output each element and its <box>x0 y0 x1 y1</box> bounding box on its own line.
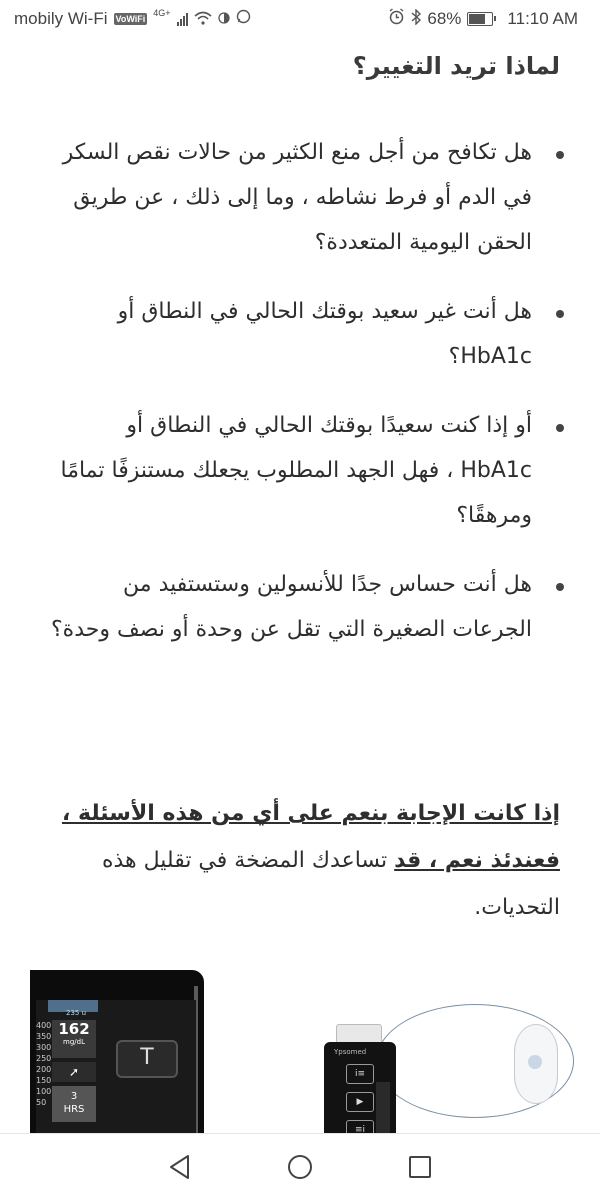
whatsapp-icon <box>236 9 251 29</box>
question-list <box>48 130 568 676</box>
list-item <box>48 289 568 379</box>
glucose-scale: 400 350 300 250 200 150 100 50 <box>36 1021 52 1107</box>
trend-arrow-icon: ➚ <box>52 1062 96 1082</box>
hours-selector: 3 HRS <box>52 1086 96 1122</box>
question-text: هل أنت غير سعيد بوقتك الحالي في النطاق أو HbA1c؟ <box>117 299 532 369</box>
alarm-icon <box>388 8 405 30</box>
pump-screen <box>36 1000 196 1133</box>
question-text: أو إذا كنت سعيدًا بوقتك الحالي في النطاق أو HbA1c ، فهل الجهد المطلوب يجعلك مستنزفًا تمامًا ومرهقًا؟ <box>60 413 532 528</box>
vowifi-badge: VoWiFi <box>115 14 146 24</box>
bullet-icon <box>556 151 564 159</box>
pump-button-3: ≡i <box>346 1120 374 1133</box>
bullet-icon <box>556 583 564 591</box>
status-bar <box>0 0 600 38</box>
wifi-icon <box>194 11 212 28</box>
navigation-bar <box>0 1133 600 1200</box>
infusion-set-icon <box>514 1024 558 1104</box>
back-button[interactable] <box>160 1147 200 1187</box>
insulin-on-board-bar: 235 u <box>48 1000 98 1012</box>
home-icon <box>286 1153 314 1181</box>
list-item <box>48 130 568 265</box>
pump-body <box>324 1042 396 1133</box>
question-text: هل تكافح من أجل منع الكثير من حالات نقص السكر في الدم أو فرط نشاطه ، وما إلى ذلك ، عن طريق الحقن اليومية المتعددة؟ <box>62 140 532 255</box>
status-right <box>388 8 578 30</box>
status-left <box>14 9 251 29</box>
t-logo-button: T <box>116 1040 178 1078</box>
signal-icon <box>177 13 188 26</box>
back-icon <box>168 1154 192 1180</box>
pump-display <box>376 1082 390 1133</box>
battery-percent: 68% <box>427 9 462 28</box>
list-item <box>48 403 568 538</box>
conclusion-emphasis: إذا كانت الإجابة بنعم على أي من هذه الأسئلة ، فعندئذ نعم ، قد <box>61 801 560 873</box>
pump-button-1: i≡ <box>346 1064 374 1084</box>
bluetooth-icon <box>411 9 421 30</box>
bullet-icon <box>556 310 564 318</box>
question-text: هل أنت حساس جدًا للأنسولين وستستفيد من الجرعات الصغيرة التي تقل عن وحدة أو نصف وحدة؟ <box>50 572 532 642</box>
glucose-reading: 162 mg/dL <box>52 1020 96 1058</box>
battery-icon <box>467 12 493 26</box>
insulin-pump-image <box>318 1004 580 1133</box>
insulin-pump-touchscreen-image <box>30 970 204 1133</box>
section-heading: لماذا تريد التغيير؟ <box>352 52 560 80</box>
brand-label: Ypsomed <box>334 1048 367 1056</box>
network-type: 4G+ <box>153 8 171 18</box>
home-button[interactable] <box>280 1147 320 1187</box>
carrier-label: mobily Wi-Fi <box>14 9 108 28</box>
pump-button-2: ▶ <box>346 1092 374 1112</box>
data-saver-icon <box>218 9 230 29</box>
article-content <box>0 38 600 1133</box>
recents-button[interactable] <box>400 1147 440 1187</box>
conclusion-text: تساعدك المضخة في تقليل هذه التحديات. <box>101 848 560 920</box>
bullet-icon <box>556 424 564 432</box>
conclusion-paragraph <box>40 790 560 931</box>
recents-icon <box>408 1155 432 1179</box>
clock: 11:10 AM <box>507 9 578 28</box>
list-item <box>48 562 568 652</box>
